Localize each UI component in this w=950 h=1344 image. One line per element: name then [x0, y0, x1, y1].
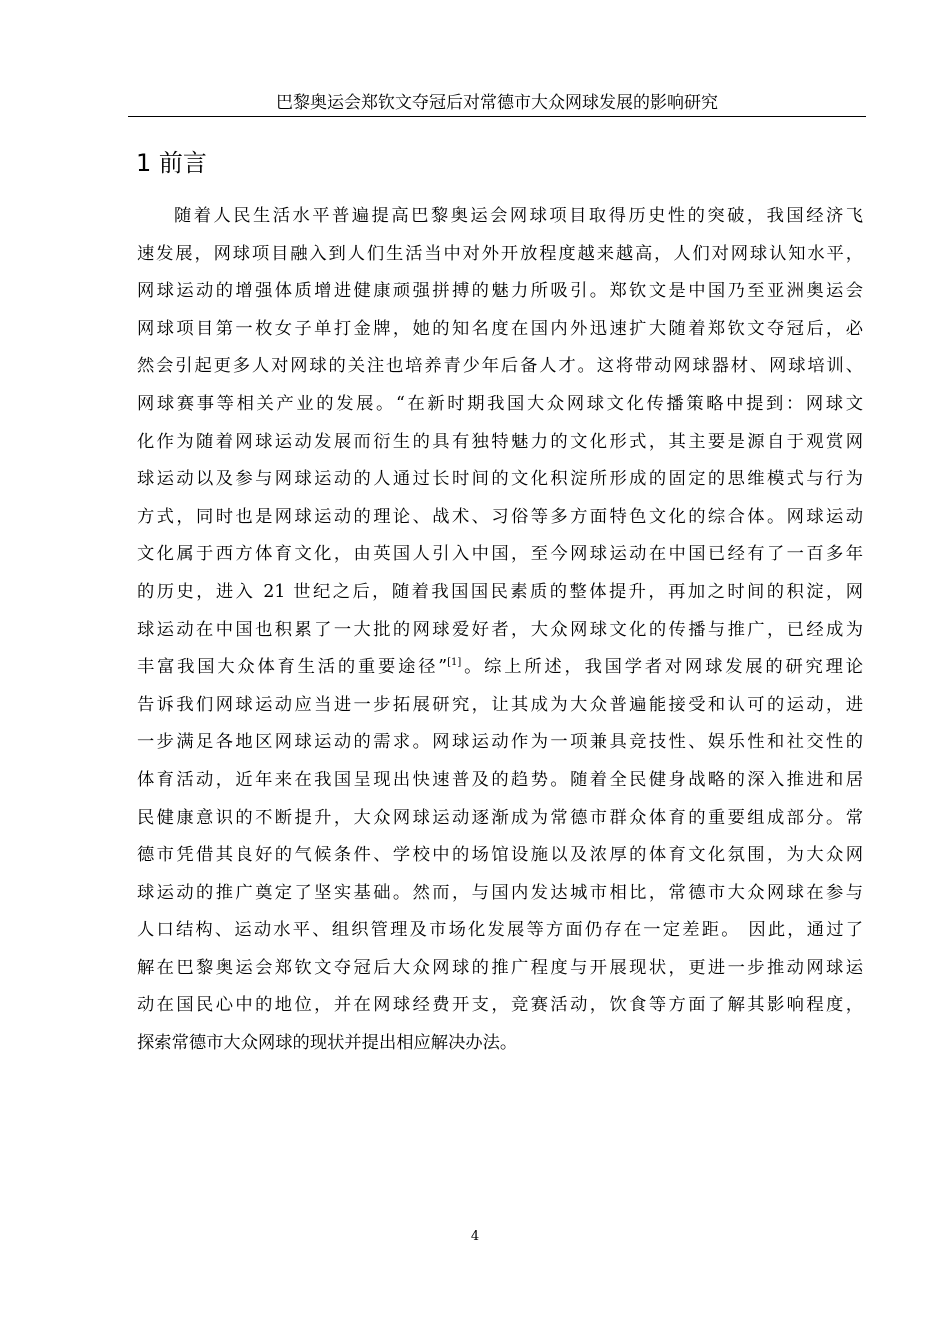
- paragraph-line: 告诉我们网球运动应当进一步拓展研究，让其成为大众普遍能接受和认可的运动，进: [137, 694, 863, 715]
- paragraph-line: 速发展，网球项目融入到人们生活当中对外开放程度越来越高，人们对网球认知水平，: [137, 243, 863, 264]
- paragraph-line: 球运动的推广奠定了坚实基础。然而，与国内发达城市相比，常德市大众网球在参与: [137, 882, 863, 903]
- page-number: 4: [470, 1229, 480, 1244]
- paragraph-line: 的历史，进入 21 世纪之后，随着我国国民素质的整体提升，再加之时间的积淀，网: [137, 581, 863, 602]
- citation-line-after: 。综上所述，我国学者对网球发展的研究理论: [461, 657, 863, 678]
- paragraph-line-last: 探索常德市大众网球的现状并提出相应解决办法。: [137, 1033, 518, 1054]
- paragraph-line: 方式，同时也是网球运动的理论、战术、习俗等多方面特色文化的综合体。网球运动: [137, 506, 863, 527]
- citation-reference-mark: [1]: [447, 657, 462, 669]
- paragraph-line: 随着人民生活水平普遍提高巴黎奥运会网球项目取得历史性的突破，我国经济飞: [174, 206, 863, 226]
- paragraph-line: 德市凭借其良好的气候条件、学校中的场馆设施以及浓厚的体育文化氛围，为大众网: [137, 845, 863, 866]
- paragraph-line: 民健康意识的不断提升，大众网球运动逐渐成为常德市群众体育的重要组成部分。常: [137, 807, 863, 828]
- running-header-title: 巴黎奥运会郑钦文夺冠后对常德市大众网球发展的影响研究: [128, 92, 866, 117]
- section-title: 1 前言: [136, 149, 207, 177]
- paragraph-line: 球运动以及参与网球运动的人通过长时间的文化积淀所形成的固定的思维模式与行为: [137, 469, 863, 490]
- paragraph-line: 解在巴黎奥运会郑钦文夺冠后大众网球的推广程度与开展现状，更进一步推动网球运: [137, 957, 863, 978]
- paragraph-line: 网球赛事等相关产业的发展。“在新时期我国大众网球文化传播策略中提到：网球文: [137, 393, 863, 414]
- paragraph-line: 体育活动，近年来在我国呈现出快速普及的趋势。随着全民健身战略的深入推进和居: [137, 769, 863, 790]
- paragraph-line: 球运动在中国也积累了一大批的网球爱好者，大众网球文化的传播与推广，已经成为: [137, 619, 863, 640]
- paragraph-line: 化作为随着网球运动发展而衍生的具有独特魅力的文化形式，其主要是源自于观赏网: [137, 431, 863, 452]
- citation-line-before: 丰富我国大众体育生活的重要途径”: [137, 657, 448, 678]
- paragraph-line: 一步满足各地区网球运动的需求。网球运动作为一项兼具竞技性、娱乐性和社交性的: [137, 732, 863, 753]
- paragraph-line: 网球运动的增强体质增进健康顽强拼搏的魅力所吸引。郑钦文是中国乃至亚洲奥运会: [137, 281, 863, 302]
- paragraph-line: 人口结构、运动水平、组织管理及市场化发展等方面仍存在一定差距。 因此，通过了: [137, 920, 863, 941]
- paragraph-line-with-citation: [137, 649, 863, 687]
- paragraph-line: 动在国民心中的地位，并在网球经费开支，竞赛活动，饮食等方面了解其影响程度，: [137, 995, 863, 1016]
- paragraph-line: 然会引起更多人对网球的关注也培养青少年后备人才。这将带动网球器材、网球培训、: [137, 356, 863, 377]
- paragraph-line: 网球项目第一枚女子单打金牌，她的知名度在国内外迅速扩大随着郑钦文夺冠后，必: [137, 318, 863, 339]
- paragraph-line: 文化属于西方体育文化，由英国人引入中国，至今网球运动在中国已经有了一百多年: [137, 544, 863, 565]
- body-paragraph: [137, 198, 863, 1063]
